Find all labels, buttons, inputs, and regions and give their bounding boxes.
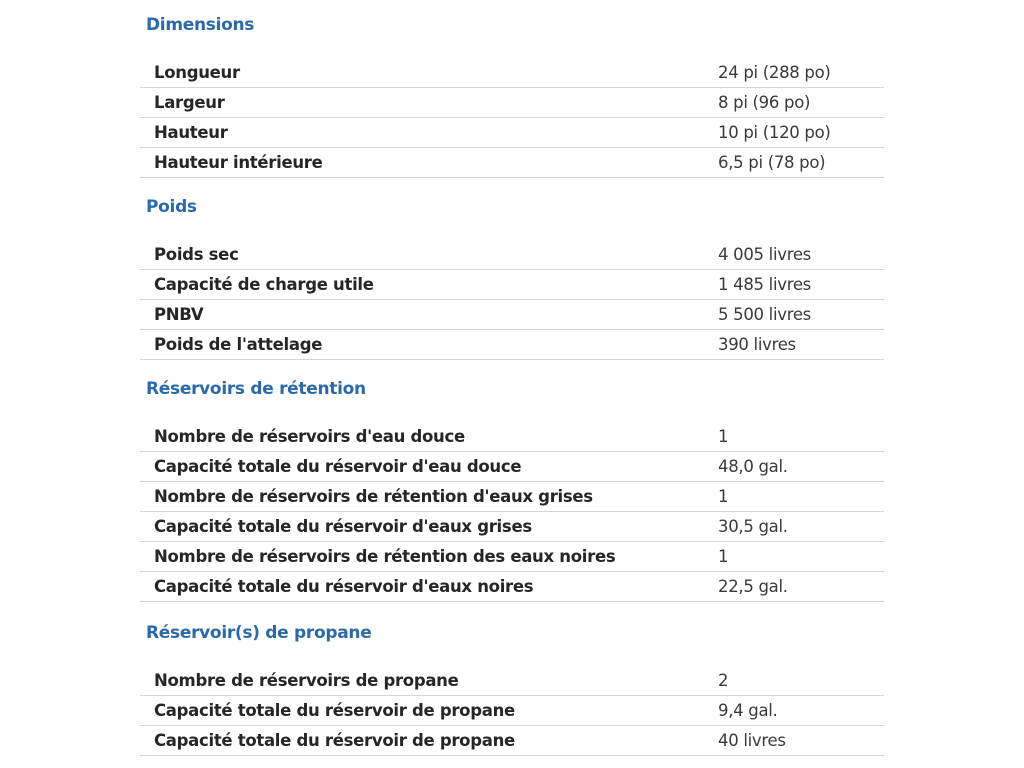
row-label: Capacité totale du réservoir d'eau douce [154, 457, 522, 476]
section-title: Dimensions [146, 15, 255, 35]
table-row [140, 300, 884, 330]
row-label: Nombre de réservoirs de rétention d'eaux grises [154, 487, 593, 506]
row-value: 10 pi (120 po) [718, 123, 831, 142]
row-value: 390 livres [718, 335, 796, 354]
row-label: Poids sec [154, 245, 239, 264]
table-row [140, 422, 884, 452]
table-row [140, 542, 884, 572]
spec-table [140, 58, 884, 178]
row-value: 9,4 gal. [718, 701, 778, 720]
row-label: PNBV [154, 305, 204, 324]
table-row [140, 452, 884, 482]
table-row [140, 330, 884, 360]
row-value: 24 pi (288 po) [718, 63, 831, 82]
section-title: Réservoirs de rétention [146, 379, 366, 399]
spec-table [140, 666, 884, 756]
section-reservoirs-propane [140, 622, 884, 756]
section-reservoirs-retention [140, 378, 884, 602]
section-title: Réservoir(s) de propane [146, 623, 372, 643]
row-label: Nombre de réservoirs de rétention des eaux noires [154, 547, 616, 566]
spec-table [140, 422, 884, 602]
row-value: 6,5 pi (78 po) [718, 153, 826, 172]
table-row [140, 666, 884, 696]
row-label: Poids de l'attelage [154, 335, 323, 354]
row-value: 4 005 livres [718, 245, 811, 264]
row-label: Hauteur intérieure [154, 153, 323, 172]
row-value: 2 [718, 671, 729, 690]
table-row [140, 88, 884, 118]
row-label: Nombre de réservoirs d'eau douce [154, 427, 465, 446]
table-row [140, 512, 884, 542]
row-value: 8 pi (96 po) [718, 93, 811, 112]
table-row [140, 240, 884, 270]
row-value: 48,0 gal. [718, 457, 788, 476]
row-value: 40 livres [718, 731, 786, 750]
row-value: 1 [718, 547, 729, 566]
section-poids [140, 196, 884, 360]
table-row [140, 726, 884, 756]
row-value: 1 [718, 427, 729, 446]
row-label: Capacité totale du réservoir d'eaux grises [154, 517, 532, 536]
table-row [140, 148, 884, 178]
row-label: Hauteur [154, 123, 228, 142]
row-value: 30,5 gal. [718, 517, 788, 536]
row-value: 22,5 gal. [718, 577, 788, 596]
row-label: Capacité totale du réservoir de propane [154, 731, 515, 750]
row-label: Nombre de réservoirs de propane [154, 671, 459, 690]
row-value: 1 485 livres [718, 275, 811, 294]
table-row [140, 482, 884, 512]
section-title: Poids [146, 197, 197, 217]
row-value: 5 500 livres [718, 305, 811, 324]
spec-table [140, 240, 884, 360]
table-row [140, 118, 884, 148]
row-label: Longueur [154, 63, 240, 82]
table-row [140, 58, 884, 88]
section-dimensions [140, 14, 884, 178]
table-row [140, 696, 884, 726]
row-value: 1 [718, 487, 729, 506]
table-row [140, 572, 884, 602]
table-row [140, 270, 884, 300]
row-label: Capacité totale du réservoir d'eaux noires [154, 577, 534, 596]
row-label: Largeur [154, 93, 225, 112]
row-label: Capacité totale du réservoir de propane [154, 701, 515, 720]
row-label: Capacité de charge utile [154, 275, 374, 294]
